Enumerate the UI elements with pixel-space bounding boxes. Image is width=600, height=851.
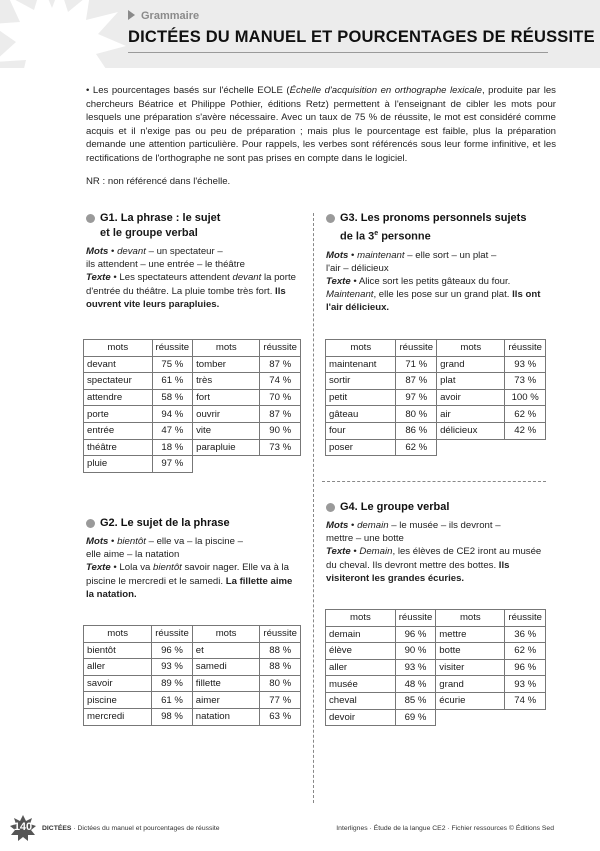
g3-mots-label: Mots (326, 249, 349, 261)
column-header: réussite (396, 340, 437, 357)
g1-texte-bold: Ils ouvrent vite leurs parapluies. (86, 285, 286, 310)
g2-texte-b: savoir nager. Elle va à la piscine le mercredi et le samedi. (86, 562, 290, 587)
word-cell (436, 709, 505, 726)
word-cell: théâtre (84, 439, 153, 456)
table-row (326, 676, 546, 693)
percent-cell: 90 % (260, 422, 301, 439)
column-header: réussite (260, 626, 301, 643)
percent-cell: 96 % (152, 642, 193, 659)
percent-cell: 70 % (260, 389, 301, 406)
percent-cell: 96 % (395, 626, 436, 643)
g3-mots (326, 249, 546, 275)
percent-cell: 88 % (260, 642, 301, 659)
g4-mots (326, 519, 546, 545)
word-cell: élève (326, 643, 396, 660)
table-row (326, 373, 546, 390)
g3-texte-italic: Maintenant (326, 289, 374, 301)
g2-mots-italic: bientôt (117, 536, 146, 547)
word-cell: maintenant (326, 356, 396, 373)
word-cell: mercredi (84, 708, 152, 725)
percent-cell: 100 % (505, 389, 546, 406)
table-row (84, 659, 301, 676)
g1-mots-italic: devant (117, 246, 146, 257)
g2-mots-label: Mots (86, 536, 109, 547)
word-cell (193, 456, 260, 473)
section-g2-title (86, 516, 296, 531)
percent-cell: 42 % (505, 422, 546, 439)
word-cell: botte (436, 643, 505, 660)
table-row (84, 675, 301, 692)
percent-cell: 97 % (396, 389, 437, 406)
g2-texte-italic: bientôt (153, 562, 182, 574)
g4-texte-label: Texte (326, 546, 351, 558)
g3-body (326, 249, 546, 315)
column-header: réussite (260, 340, 301, 357)
percent-cell: 58 % (152, 389, 193, 406)
word-cell: spectateur (84, 373, 153, 390)
column-header: mots (437, 340, 505, 357)
word-cell: pluie (84, 456, 153, 473)
g1-texte (86, 271, 296, 311)
word-cell: et (192, 642, 260, 659)
table-row (326, 406, 546, 423)
table-header-row (326, 340, 546, 357)
word-cell: devant (84, 356, 153, 373)
g4-mots-line2: mettre – une botte (326, 533, 404, 545)
percent-cell: 48 % (395, 676, 436, 693)
column-header: réussite (505, 340, 546, 357)
percent-cell: 98 % (152, 708, 193, 725)
word-cell: sortir (326, 373, 396, 390)
g1-title-line2: et le groupe verbal (100, 227, 198, 239)
percent-cell: 94 % (152, 406, 193, 423)
percent-cell: 75 % (152, 356, 193, 373)
table-row (84, 356, 301, 373)
g1-table (83, 339, 301, 473)
word-cell: samedi (192, 659, 260, 676)
title-underline (128, 52, 548, 53)
table-row (326, 709, 546, 726)
column-header: mots (192, 626, 260, 643)
g1-mots-label: Mots (86, 246, 109, 257)
g3-texte-b: , elle les pose sur un grand plat. (373, 289, 513, 301)
g3-title2-sup: e (374, 230, 379, 237)
percent-cell: 93 % (505, 356, 546, 373)
percent-cell: 73 % (505, 373, 546, 390)
word-cell: fort (193, 389, 260, 406)
column-header: mots (436, 610, 505, 627)
word-cell: bientôt (84, 642, 152, 659)
table-row (84, 692, 301, 709)
percent-cell: 62 % (505, 643, 546, 660)
percent-cell: 80 % (396, 406, 437, 423)
word-cell: parapluie (193, 439, 260, 456)
g4-texte (326, 545, 546, 585)
section-divider (322, 481, 546, 482)
g4-mots-rest: – le musée – ils devront – (388, 520, 501, 531)
g4-body (326, 519, 546, 585)
g2-title-line1: G2. Le sujet de la phrase (100, 517, 230, 529)
word-cell: plat (437, 373, 505, 390)
column-header: mots (193, 340, 260, 357)
column-header: mots (84, 340, 153, 357)
footer-left-text: · Dictées du manuel et pourcentages de réussite (71, 825, 220, 832)
g1-body (86, 245, 296, 311)
g4-mots-sep: • (348, 520, 358, 531)
percent-cell: 93 % (395, 659, 436, 676)
footer (0, 812, 600, 842)
table-header-row (84, 340, 301, 357)
percent-cell: 36 % (505, 626, 546, 643)
g3-title-line1: G3. Les pronoms personnels sujets (340, 212, 527, 224)
table-row (84, 406, 301, 423)
percent-cell: 74 % (260, 373, 301, 390)
table-row (84, 708, 301, 725)
table-row (84, 389, 301, 406)
table-row (326, 659, 546, 676)
word-cell: aller (326, 659, 396, 676)
g4-mots-label: Mots (326, 520, 349, 531)
g3-texte-bold: Ils ont l'air délicieux. (326, 289, 541, 314)
bullet-dot-icon (86, 519, 95, 528)
column-header: mots (84, 626, 152, 643)
rubric-text: Grammaire (141, 10, 200, 22)
percent-cell: 69 % (395, 709, 436, 726)
word-cell: air (437, 406, 505, 423)
g3-mots-rest: – elle sort – un plat – (404, 249, 497, 261)
intro-text-italic: Échelle d'acquisition en orthographe lexicale (289, 85, 482, 96)
bullet-dot-icon (326, 503, 335, 512)
word-cell: savoir (84, 675, 152, 692)
word-cell: très (193, 373, 260, 390)
word-cell: musée (326, 676, 396, 693)
percent-cell: 71 % (396, 356, 437, 373)
word-cell: tomber (193, 356, 260, 373)
percent-cell: 18 % (152, 439, 193, 456)
g1-texte-italic: devant (232, 272, 262, 284)
word-cell: petit (326, 389, 396, 406)
table-row (326, 389, 546, 406)
percent-cell (260, 456, 301, 473)
column-divider (313, 213, 314, 803)
percent-cell: 96 % (505, 659, 546, 676)
g2-mots (86, 535, 296, 561)
footer-left (42, 825, 220, 832)
percent-cell: 87 % (260, 356, 301, 373)
percent-cell: 88 % (260, 659, 301, 676)
word-cell: gâteau (326, 406, 396, 423)
word-cell: fillette (192, 675, 260, 692)
word-cell: mettre (436, 626, 505, 643)
page-number: 140 (13, 821, 33, 833)
starburst-decoration-icon (0, 0, 130, 92)
table-row (326, 692, 546, 709)
word-cell: natation (192, 708, 260, 725)
g3-mots-line2: l'air – délicieux (326, 262, 389, 274)
g1-mots-line2: ils attendent – une entrée – le théâtre (86, 259, 245, 271)
word-cell: entrée (84, 422, 153, 439)
g3-texte-a: • Alice sort les petits gâteaux du four. (350, 276, 511, 288)
g3-table (325, 339, 546, 456)
percent-cell: 80 % (260, 675, 301, 692)
g1-texte-label: Texte (86, 272, 111, 284)
section-g4 (326, 500, 546, 585)
word-cell: porte (84, 406, 153, 423)
word-cell: cheval (326, 692, 396, 709)
percent-cell: 85 % (395, 692, 436, 709)
word-cell (437, 439, 505, 456)
word-cell: demain (326, 626, 396, 643)
footer-right: Interlignes · Étude de la langue CE2 · Fichier ressources © Éditions Sed (336, 825, 554, 832)
column-header: réussite (152, 626, 193, 643)
column-header: mots (326, 340, 396, 357)
section-g3 (326, 211, 546, 315)
table-header-row (326, 610, 546, 627)
percent-cell (505, 439, 546, 456)
g3-mots-sep: • (348, 249, 358, 261)
percent-cell (505, 709, 546, 726)
nr-note: NR : non référencé dans l'échelle. (86, 176, 231, 187)
g2-table (83, 625, 301, 726)
percent-cell: 47 % (152, 422, 193, 439)
percent-cell: 90 % (395, 643, 436, 660)
percent-cell: 87 % (396, 373, 437, 390)
g4-mots-italic: demain (357, 520, 389, 531)
percent-cell: 62 % (396, 439, 437, 456)
table-row (84, 422, 301, 439)
table-row (84, 456, 301, 473)
table-row (84, 439, 301, 456)
percent-cell: 73 % (260, 439, 301, 456)
word-cell: piscine (84, 692, 152, 709)
intro-paragraph (86, 84, 556, 166)
column-header: mots (326, 610, 396, 627)
percent-cell: 93 % (152, 659, 193, 676)
g4-texte-bold: Ils visiteront les grandes écuries. (326, 559, 510, 584)
g1-mots (86, 245, 296, 271)
bullet-dot-icon (86, 214, 95, 223)
word-cell: avoir (437, 389, 505, 406)
table-row (326, 643, 546, 660)
g4-title-line1: G4. Le groupe verbal (340, 501, 450, 513)
table-header-row (84, 626, 301, 643)
percent-cell: 86 % (396, 422, 437, 439)
g3-mots-italic: maintenant (357, 249, 405, 261)
g2-mots-rest: – elle va – la piscine – (145, 536, 243, 547)
g1-mots-sep: • (108, 246, 118, 257)
g2-mots-line2: elle aime – la natation (86, 549, 180, 561)
g1-texte-b: la porte d'entrée du théâtre. La pluie tombe très fort. (86, 272, 296, 297)
footer-left-bold: DICTÉES (42, 825, 72, 832)
rubric-label (128, 10, 199, 22)
word-cell: ouvrir (193, 406, 260, 423)
word-cell: four (326, 422, 396, 439)
table-row (326, 356, 546, 373)
g1-title-line1: G1. La phrase : le sujet (100, 212, 221, 224)
section-g1 (86, 211, 296, 311)
word-cell: délicieux (437, 422, 505, 439)
g4-table (325, 609, 546, 726)
page-title: DICTÉES DU MANUEL ET POURCENTAGES DE RÉUSSITE (128, 28, 595, 46)
percent-cell: 89 % (152, 675, 193, 692)
percent-cell: 97 % (152, 456, 193, 473)
percent-cell: 93 % (505, 676, 546, 693)
g4-texte-b: , les élèves de CE2 iront au musée du cheval. Ils devront mettre des bottes. (326, 546, 542, 571)
percent-cell: 77 % (260, 692, 301, 709)
table-row (326, 626, 546, 643)
bullet-dot-icon (326, 214, 335, 223)
column-header: réussite (395, 610, 436, 627)
g1-mots-rest: – un spectateur – (145, 246, 223, 257)
table-row (84, 373, 301, 390)
section-g4-title (326, 500, 546, 515)
intro-text-2: , produite par les chercheurs Béatrice et Philippe Pothier, éditions Retz) permettent à l'enseignant de cibler les mots pour lesquels une préparation s'avère nécessaire. Avec un taux de 75 % de réussite, le mot est considéré comme acquis et il n'exige pas ou peu de préparation ; mais plus le pourcentage est faible, plus la préparation demande une attention particulière. Pour rappels, les verbes sont référencés sous leur forme infinitive, et les rectifications de l'orthographe ne sont pas prises en compte dans le logiciel. (86, 85, 556, 164)
word-cell: visiter (436, 659, 505, 676)
word-cell: écurie (436, 692, 505, 709)
g3-title2-b: personne (378, 230, 431, 243)
percent-cell: 74 % (505, 692, 546, 709)
column-header: réussite (152, 340, 193, 357)
percent-cell: 62 % (505, 406, 546, 423)
g2-body (86, 535, 296, 601)
g2-texte-a: • Lola va (110, 562, 154, 574)
g3-texte-label: Texte (326, 276, 351, 288)
section-g3-title (326, 211, 546, 226)
percent-cell: 63 % (260, 708, 301, 725)
table-row (326, 439, 546, 456)
g2-texte (86, 561, 296, 601)
g2-mots-sep: • (108, 536, 118, 547)
section-g1-title (86, 211, 296, 226)
word-cell: attendre (84, 389, 153, 406)
column-header: réussite (505, 610, 546, 627)
g1-texte-a: • Les spectateurs attendent (110, 272, 233, 284)
word-cell: aller (84, 659, 152, 676)
g3-title-line2 (326, 226, 546, 245)
word-cell: aimer (192, 692, 260, 709)
g4-texte-a: • (350, 546, 360, 558)
word-cell: poser (326, 439, 396, 456)
g3-title2-a: de la 3 (340, 230, 375, 243)
percent-cell: 61 % (152, 692, 193, 709)
g4-texte-italic: Demain (359, 546, 393, 558)
play-arrow-icon (128, 10, 135, 20)
table-row (84, 642, 301, 659)
intro-text-1: • Les pourcentages basés sur l'échelle EOLE ( (86, 85, 290, 96)
table-row (326, 422, 546, 439)
g2-texte-bold: La fillette aime la natation. (86, 575, 293, 600)
section-g2 (86, 516, 296, 601)
word-cell: devoir (326, 709, 396, 726)
percent-cell: 87 % (260, 406, 301, 423)
percent-cell: 61 % (152, 373, 193, 390)
word-cell: grand (437, 356, 505, 373)
word-cell: grand (436, 676, 505, 693)
g2-texte-label: Texte (86, 562, 111, 574)
word-cell: vite (193, 422, 260, 439)
g3-texte (326, 275, 546, 315)
